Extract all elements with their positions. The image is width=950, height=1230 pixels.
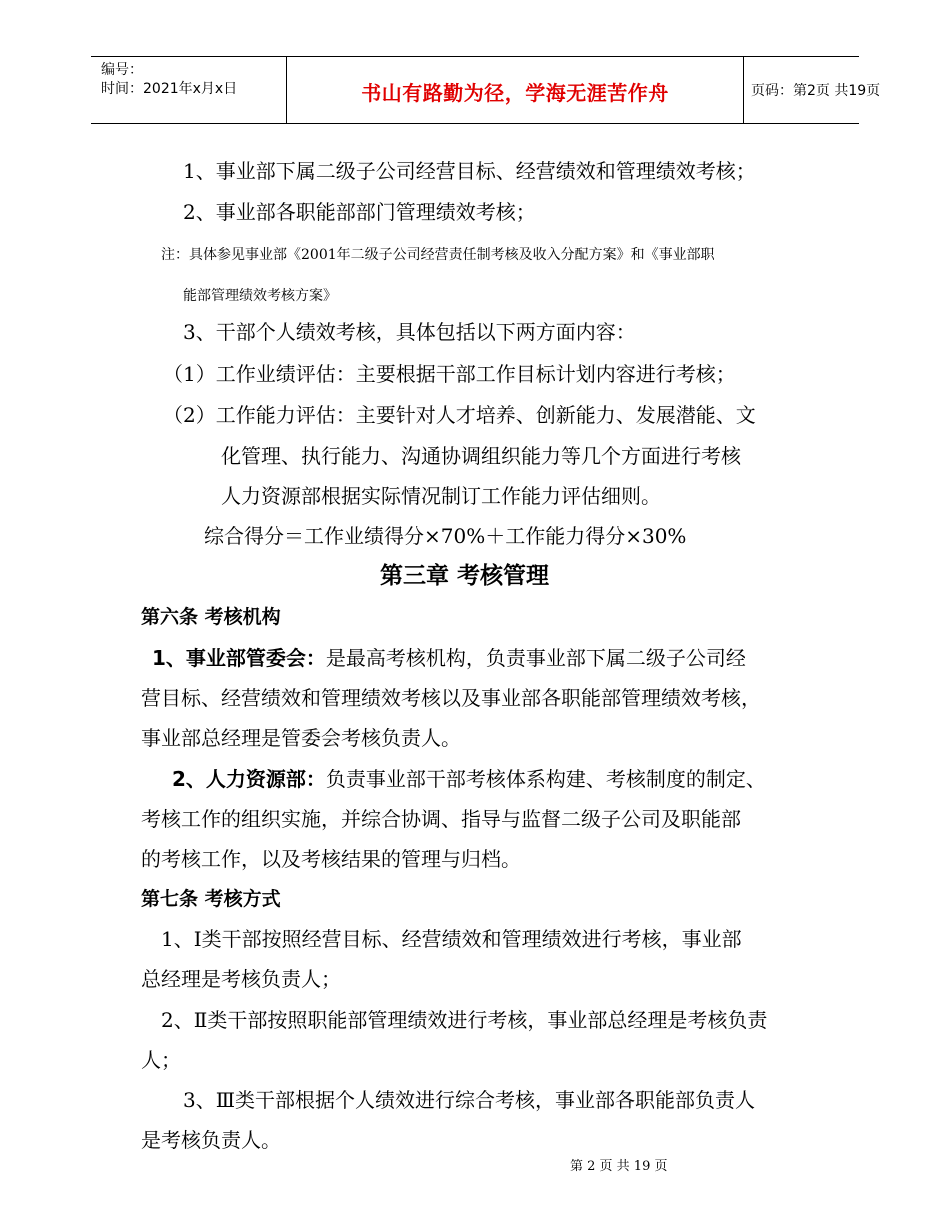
article-6-item-1-label: 1、事业部管委会：: [152, 646, 326, 670]
sub-item-2-line-3: 人力资源部根据实际情况制订工作能力评估细则。: [221, 484, 661, 508]
header-motto-cell: [286, 57, 744, 123]
article-6-item-1-text: 是最高考核机构，负责事业部下属二级子公司经: [325, 646, 746, 670]
article-6-title: 第六条 考核机构: [141, 606, 281, 628]
article-6-item-1-line-3: 事业部总经理是管委会考核负责人。: [141, 726, 461, 750]
article-6-item-1: [152, 648, 746, 668]
doc-time-label: 时间：2021年x月x日: [101, 81, 238, 97]
formula-line: 综合得分＝工作业绩得分×70%＋工作能力得分×30%: [204, 524, 687, 548]
article-7-title: 第七条 考核方式: [141, 888, 281, 910]
article-7-item-3-line-2: 是考核负责人。: [141, 1128, 281, 1152]
header-motto: 书山有路勤为径，学海无涯苦作舟: [361, 81, 669, 105]
article-6-item-2-label: 2、人力资源部：: [172, 767, 326, 791]
sub-item-2-line-1: （2）工作能力评估：主要针对人才培养、创新能力、发展潜能、文: [163, 403, 756, 427]
item-2: 2、事业部各职能部部门管理绩效考核；: [183, 200, 536, 224]
note-line-1: 注：具体参见事业部《2001年二级子公司经营责任制考核及收入分配方案》和《事业部职: [161, 247, 715, 263]
header-meta: [91, 57, 286, 123]
article-6-item-2: [172, 769, 766, 789]
article-7-item-2-line-2: 人；: [141, 1048, 181, 1072]
article-6-item-1-line-2: 营目标、经营绩效和管理绩效考核以及事业部各职能部管理绩效考核，: [141, 686, 761, 710]
article-7-item-2-line-1: 2、Ⅱ类干部按照职能部管理绩效进行考核，事业部总经理是考核负责: [161, 1008, 768, 1032]
article-6-item-2-line-2: 考核工作的组织实施，并综合协调、指导与监督二级子公司及职能部: [141, 807, 741, 831]
header-page-cell: [743, 57, 881, 123]
sub-item-1: （1）工作业绩评估：主要根据干部工作目标计划内容进行考核；: [163, 362, 736, 386]
article-6-item-2-text: 负责事业部干部考核体系构建、考核制度的制定、: [325, 767, 766, 791]
article-6-item-2-line-3: 的考核工作，以及考核结果的管理与归档。: [141, 847, 521, 871]
note-line-2: 能部管理绩效考核方案》: [183, 288, 337, 304]
article-7-item-1-line-1: 1、Ⅰ类干部按照经营目标、经营绩效和管理绩效进行考核，事业部: [161, 927, 742, 951]
page-header: [91, 56, 881, 124]
item-3: 3、干部个人绩效考核，具体包括以下两方面内容：: [183, 320, 636, 344]
chapter-title: 第三章 考核管理: [380, 563, 550, 589]
page-footer: 第 2 页 共 19 页: [570, 1159, 668, 1174]
item-1: 1、事业部下属二级子公司经营目标、经营绩效和管理绩效考核；: [183, 159, 756, 183]
doc-number-label: 编号：: [101, 62, 143, 78]
article-7-item-1-line-2: 总经理是考核负责人；: [141, 967, 341, 991]
header-page-code: 页码：第2页 共19页: [751, 83, 881, 99]
article-7-item-3-line-1: 3、Ⅲ类干部根据个人绩效进行综合考核，事业部各职能部负责人: [183, 1088, 756, 1112]
sub-item-2-line-2: 化管理、执行能力、沟通协调组织能力等几个方面进行考核: [221, 444, 741, 468]
